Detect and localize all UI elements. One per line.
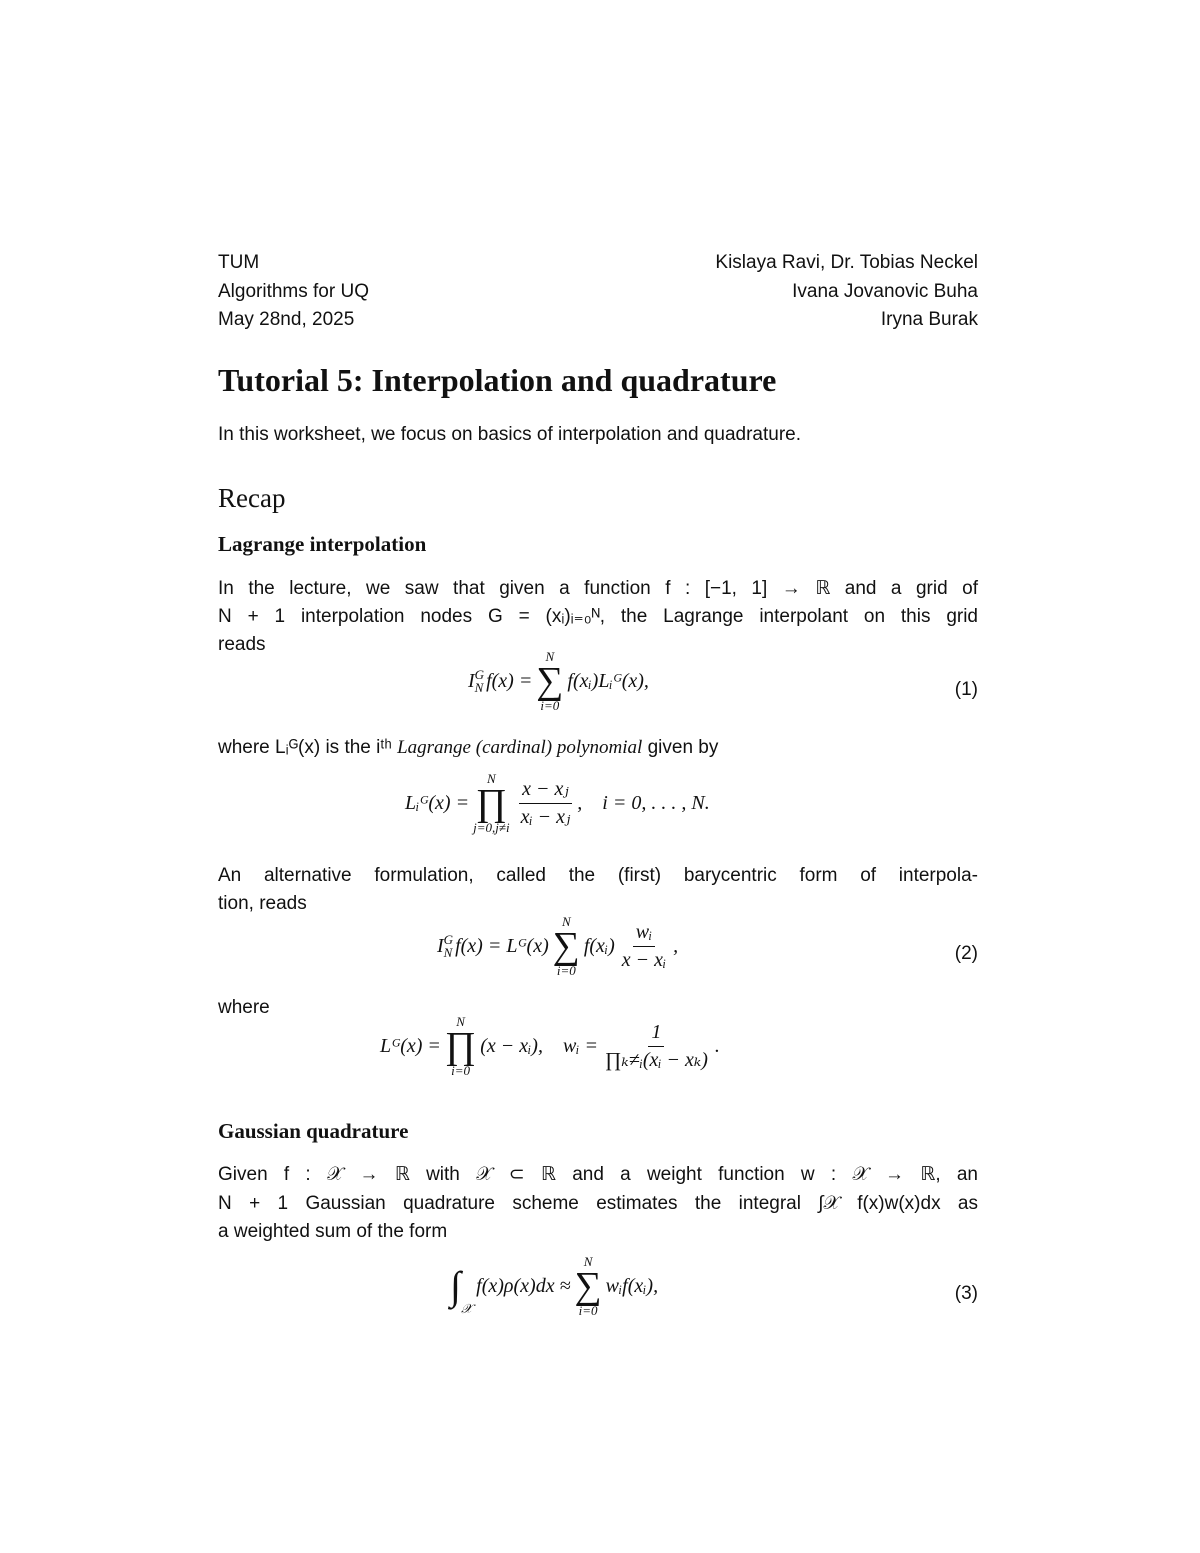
emphasis: Lagrange (cardinal) polynomial (397, 737, 643, 758)
eq-sup: G (443, 932, 454, 947)
fraction-numerator: wᵢ (633, 921, 656, 947)
paragraph-line: N + 1 Gaussian quadrature scheme estimates the integral ∫𝒳 f(x)w(x)dx as (218, 1193, 978, 1214)
institution: TUM (218, 252, 260, 273)
paragraph-line: reads (218, 634, 266, 655)
eq-mid: (x − xᵢ), wᵢ = (480, 1034, 598, 1057)
equation-1: I G N f(x) = N ∑ i=0 f(xᵢ)Lᵢᴳ(x), (468, 649, 649, 713)
sum-icon: ∑ (536, 660, 564, 702)
prod-lower: j=0,j≠i (473, 820, 510, 835)
paragraph-line: In the lecture, we saw that given a function f : [−1, 1] → ℝ and a grid of (218, 578, 978, 599)
fraction-denominator: xᵢ − xⱼ (520, 805, 571, 828)
equation-cardinal (405, 772, 710, 834)
text: given by (647, 737, 719, 758)
paragraph-line: tion, reads (218, 893, 307, 914)
prod-lower: i=0 (451, 1063, 471, 1078)
equation-number: (3) (954, 1283, 978, 1304)
eq-lhs: f(x)ρ(x)dx ≈ (476, 1274, 571, 1297)
eq-symbol: I (468, 669, 475, 692)
paragraph-line (218, 736, 718, 760)
text: where Lᵢᴳ(x) is the iᵗʰ (218, 737, 392, 758)
page-title: Tutorial 5: Interpolation and quadrature (218, 362, 777, 398)
subsection-heading-lagrange: Lagrange interpolation (218, 532, 427, 556)
date: May 28nd, 2025 (218, 309, 355, 330)
paragraph-line: An alternative formulation, called the (first) barycentric form of interpola- (218, 865, 978, 886)
equation-number: (1) (954, 679, 978, 700)
paragraph-line: a weighted sum of the form (218, 1221, 448, 1242)
eq-lhs: f(x) = Lᴳ(x) (455, 934, 549, 957)
product-icon: ∏ (475, 782, 507, 824)
course-name: Algorithms for UQ (218, 281, 369, 302)
author-1: Kislaya Ravi, Dr. Tobias Neckel (715, 252, 978, 273)
eq-tail: , i = 0, . . . , N. (577, 791, 710, 814)
paragraph-line: where (218, 997, 270, 1018)
eq-lhs: Lᴳ(x) = (380, 1034, 441, 1057)
equation-number: (2) (954, 943, 978, 964)
eq-mid: f(xᵢ) (583, 934, 615, 957)
equation-2: I G N f(x) = Lᴳ(x) N ∑ i=0 f(xᵢ) $\frac{\text{wᵢ}}{\text{x − xᵢ}}$ , (437, 914, 679, 978)
fraction-denominator: ∏ₖ≠ᵢ(xᵢ − xₖ) (604, 1048, 708, 1071)
sum-upper: N (583, 1254, 593, 1269)
integral-domain: 𝒳 (460, 1301, 473, 1316)
sum-lower: i=0 (556, 963, 576, 978)
integral-icon: ∫ (450, 1263, 461, 1308)
paragraph-line: N + 1 interpolation nodes G = (xᵢ)ᵢ₌₀ᴺ, the Lagrange interpolant on this grid (218, 606, 978, 627)
subsection-heading-gaussian: Gaussian quadrature (218, 1119, 409, 1143)
eq-rhs: f(xᵢ)Lᵢᴳ(x), (567, 669, 649, 692)
fraction-numerator: x − xⱼ (519, 778, 572, 804)
sum-upper: N (561, 914, 571, 929)
intro-text: In this worksheet, we focus on basics of interpolation and quadrature. (218, 424, 802, 445)
prod-upper: N (487, 771, 496, 786)
sum-icon: ∑ (552, 925, 580, 967)
eq-sub: N (443, 945, 453, 960)
prod-upper: N (456, 1014, 465, 1029)
equation-weights: Lᴳ(x) = N ∏ i=0 (x − xᵢ), wᵢ = $\frac{1}{\text{∏ₖ≠ᵢ(xᵢ − xₖ)}}$ . (380, 1014, 720, 1078)
author-3: Iryna Burak (880, 309, 978, 330)
equation-3 (450, 1255, 658, 1317)
sum-lower: i=0 (540, 698, 560, 713)
fraction-numerator: 1 (648, 1021, 664, 1047)
author-2: Ivana Jovanovic Buha (792, 281, 978, 302)
eq-rhs: wᵢf(xᵢ), (605, 1274, 659, 1297)
section-heading-recap: Recap (218, 483, 286, 513)
paragraph-line: Given f : 𝒳 → ℝ with 𝒳 ⊂ ℝ and a weight function w : 𝒳 → ℝ, an (218, 1164, 978, 1185)
eq-sup: G (474, 667, 485, 682)
fraction-denominator: x − xᵢ (621, 948, 667, 971)
sum-upper: N (545, 649, 555, 664)
sum-lower: i=0 (578, 1303, 598, 1318)
product-icon: ∏ (444, 1025, 477, 1067)
eq-sub: N (474, 680, 484, 695)
sum-icon: ∑ (574, 1265, 602, 1307)
eq-lhs: Lᵢᴳ(x) = (405, 791, 470, 814)
